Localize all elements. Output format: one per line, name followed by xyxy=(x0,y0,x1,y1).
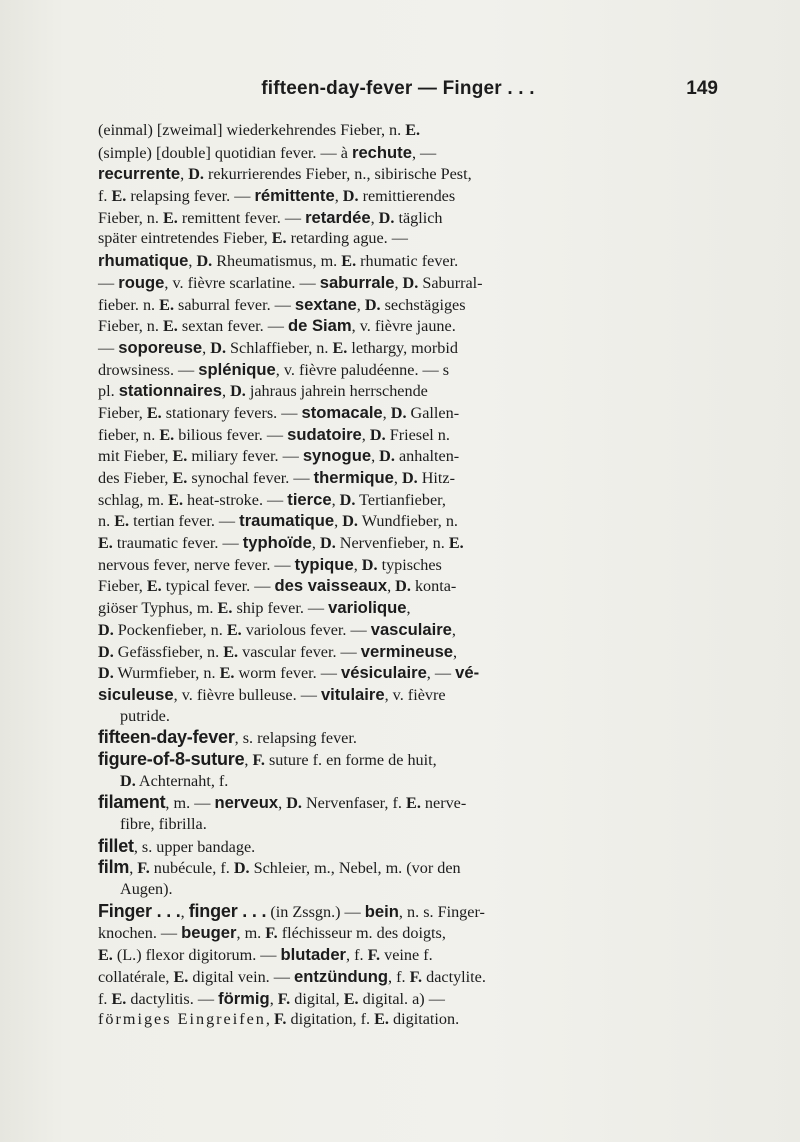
language-label: E. xyxy=(226,620,242,639)
text-line xyxy=(98,857,710,879)
line-text: , xyxy=(370,208,379,227)
sub-headword: splénique xyxy=(198,359,276,379)
entry-headword: film xyxy=(98,857,130,878)
text-line xyxy=(98,944,710,966)
text-line xyxy=(98,771,710,793)
line-text: collatérale, xyxy=(98,967,174,986)
language-label: D. xyxy=(402,273,419,292)
language-label: E. xyxy=(406,794,421,813)
line-text: nubécule, f. xyxy=(149,859,234,878)
line-text: , s. relapsing fever. xyxy=(234,729,357,748)
line-text: , f. xyxy=(388,967,410,986)
language-label: F. xyxy=(277,989,291,1008)
language-label: E. xyxy=(98,946,113,965)
line-text: Fieber, xyxy=(98,403,147,422)
text-line xyxy=(98,901,710,923)
language-label: E. xyxy=(159,425,175,444)
text-line xyxy=(98,337,710,359)
language-label: E. xyxy=(146,403,162,422)
line-text: nervous fever, nerve fever. — xyxy=(98,555,295,574)
language-label: E. xyxy=(163,317,178,336)
sub-headword: bein xyxy=(364,901,399,921)
language-label: D. xyxy=(369,425,386,444)
text-line xyxy=(98,575,710,597)
line-text: drowsiness. — xyxy=(98,360,199,379)
language-label: D. xyxy=(230,382,246,401)
line-text: typisches xyxy=(377,555,442,574)
text-line xyxy=(98,814,710,836)
text-line xyxy=(98,207,710,229)
line-text: , xyxy=(180,165,189,184)
language-label: E. xyxy=(332,338,348,357)
sub-headword: des vaisseaux xyxy=(274,576,388,596)
text-line xyxy=(98,250,710,272)
line-text: konta- xyxy=(410,577,457,596)
sub-headword: rechute xyxy=(351,142,412,162)
text-line xyxy=(98,706,710,728)
language-label: D. xyxy=(339,490,356,509)
language-label: D. xyxy=(364,295,381,314)
text-line xyxy=(98,532,710,554)
language-label: E. xyxy=(159,295,174,314)
line-text: , xyxy=(188,252,197,271)
language-label: E. xyxy=(163,208,178,227)
sub-headword: sudatoire xyxy=(287,424,362,444)
line-text: , xyxy=(221,382,231,401)
text-line xyxy=(98,684,710,706)
line-text: stationary fevers. — xyxy=(161,403,302,422)
sub-headword: vermineuse xyxy=(360,641,454,661)
line-text: Nervenfieber, n. xyxy=(335,534,449,553)
line-text: , xyxy=(406,599,411,618)
text-line xyxy=(98,380,710,402)
sub-headword: nerveux xyxy=(214,793,279,813)
line-text: , xyxy=(278,794,287,813)
language-label: D. xyxy=(98,664,114,683)
sub-headword: vasculaire xyxy=(370,619,452,639)
line-text: retarding ague. — xyxy=(286,229,408,248)
text-line xyxy=(98,510,710,532)
line-text: , xyxy=(353,555,362,574)
language-label: F. xyxy=(137,859,150,878)
line-text: Augen). xyxy=(120,880,173,899)
language-label: E. xyxy=(168,490,183,509)
line-text: später eintretendes Fieber, xyxy=(98,229,272,248)
sub-headword: traumatique xyxy=(239,511,335,531)
line-text: , v. fièvre paludéenne. — s xyxy=(275,360,450,379)
line-text: Fieber, xyxy=(98,577,147,596)
line-text: vascular fever. — xyxy=(238,642,361,661)
sub-headword: vésiculaire xyxy=(341,663,427,683)
line-text: — xyxy=(98,338,119,357)
line-text: suture f. en forme de huit, xyxy=(264,750,437,769)
language-label: D. xyxy=(401,469,418,487)
text-line xyxy=(98,662,710,684)
text-line xyxy=(98,792,710,814)
line-text: fibre, fibrilla. xyxy=(120,815,207,833)
sub-headword: typique xyxy=(294,554,354,574)
line-text: Rheumatismus, m. xyxy=(212,252,342,271)
language-label: E. xyxy=(341,252,357,271)
line-text: dactylitis. — xyxy=(126,989,219,1008)
language-label: D. xyxy=(320,534,336,553)
language-label: E. xyxy=(374,1010,389,1029)
entry-headword: figure-of-8-suture xyxy=(98,748,245,769)
sub-headword: vé- xyxy=(455,663,480,683)
line-text: , v. fièvre jaune. xyxy=(351,317,456,336)
text-line xyxy=(98,619,710,641)
language-label: E. xyxy=(271,229,287,248)
line-text: jahraus jahrein herrschende xyxy=(245,382,428,401)
line-text: täglich xyxy=(394,208,443,227)
line-text: fléchisseur m. des doigts, xyxy=(277,924,446,943)
text-line xyxy=(98,1009,710,1031)
line-text: , xyxy=(334,512,343,531)
line-text: rekurrierendes Fieber, n., sibirische Pest, xyxy=(203,165,472,184)
language-label: F. xyxy=(409,967,423,986)
line-text: bilious fever. — xyxy=(174,425,288,444)
line-text: sechstägiges xyxy=(380,295,466,314)
line-text: putride. xyxy=(120,706,170,725)
line-text: digitation. xyxy=(388,1010,460,1029)
entry-headword: Finger . . . xyxy=(98,900,181,921)
language-label: D. xyxy=(342,187,359,206)
language-label: E. xyxy=(223,642,239,661)
line-text: , xyxy=(361,425,370,444)
text-line xyxy=(98,163,710,185)
language-label: E. xyxy=(146,577,162,596)
language-label: D. xyxy=(233,859,250,878)
language-label: D. xyxy=(361,555,378,574)
text-line xyxy=(98,554,710,576)
line-text: mit Fieber, xyxy=(98,447,173,466)
line-text: , xyxy=(244,750,253,769)
running-head-title: fifteen-day-fever — Finger . . . xyxy=(261,78,535,99)
line-text: nerve- xyxy=(420,794,467,813)
text-line xyxy=(98,294,710,316)
sub-headword: variolique xyxy=(328,598,407,618)
line-text: (L.) flexor digitorum. — xyxy=(112,946,281,965)
line-text: worm fever. — xyxy=(234,664,341,683)
text-line xyxy=(98,228,710,250)
line-text: Wundfieber, n. xyxy=(357,512,458,531)
language-label: D. xyxy=(196,252,213,271)
line-text: , xyxy=(393,469,402,487)
line-text: , m. — xyxy=(165,794,215,813)
text-line xyxy=(98,424,710,446)
sub-headword: siculeuse xyxy=(98,684,174,704)
line-text: , n. s. Finger- xyxy=(398,902,485,921)
text-line xyxy=(98,489,710,511)
line-text: digital, xyxy=(290,989,344,1008)
text-line xyxy=(98,445,710,467)
line-text: miliary fever. — xyxy=(187,447,303,466)
text-line xyxy=(98,988,710,1010)
line-text: Gallen- xyxy=(406,403,460,422)
text-line xyxy=(98,142,710,164)
line-text: rhumatic fever. xyxy=(356,252,459,271)
sub-headword: blutader xyxy=(280,945,347,965)
language-label: D. xyxy=(390,403,407,422)
line-text: (in Zssgn.) — xyxy=(266,902,365,921)
entry-headword: finger . . . xyxy=(188,900,267,921)
line-text: Wurmfieber, n. xyxy=(113,664,220,683)
sub-headword: retardée xyxy=(305,207,371,227)
text-line xyxy=(98,922,710,944)
language-label: E. xyxy=(219,664,235,683)
running-header xyxy=(0,78,800,106)
line-text: , xyxy=(451,620,456,639)
language-label: D. xyxy=(378,208,395,227)
line-text: ship fever. — xyxy=(232,599,329,618)
sub-headword: typhoïde xyxy=(242,533,312,553)
sub-headword: vitulaire xyxy=(320,684,385,704)
sub-headword: synogue xyxy=(302,446,372,466)
line-text: , xyxy=(129,859,138,878)
line-text: (einmal) [zweimal] wiederkehrendes Fieber, n. xyxy=(98,121,406,139)
text-line xyxy=(98,597,710,619)
line-text: Gefässfieber, n. xyxy=(113,642,224,661)
line-text: , s. upper bandage. xyxy=(133,837,256,856)
line-text: fieber. n. xyxy=(98,295,160,314)
line-text: — xyxy=(98,273,119,292)
language-label: E. xyxy=(448,534,464,553)
line-text: , — xyxy=(426,664,456,683)
line-text: traumatic fever. — xyxy=(112,534,243,553)
line-text: , xyxy=(202,338,211,357)
language-label: E. xyxy=(217,599,233,618)
line-text: anhalten- xyxy=(394,447,460,466)
sub-headword: sextane xyxy=(294,294,357,314)
language-label: F. xyxy=(274,1010,287,1029)
line-text: , — xyxy=(411,143,437,162)
line-text: f. xyxy=(98,989,112,1008)
language-label: E. xyxy=(172,469,188,487)
text-line xyxy=(98,402,710,424)
language-label: F. xyxy=(367,946,381,965)
line-text: , xyxy=(334,187,343,206)
line-text: remittierendes xyxy=(358,187,456,206)
language-label: E. xyxy=(172,447,188,466)
line-text: heat-stroke. — xyxy=(183,490,288,509)
sub-headword: recurrente xyxy=(98,164,181,184)
line-text: , xyxy=(453,642,458,661)
line-text: , xyxy=(371,447,380,466)
line-text: , xyxy=(311,534,320,553)
line-text: Achternaht, f. xyxy=(135,771,229,790)
language-label: D. xyxy=(120,771,136,790)
language-label: E. xyxy=(111,989,127,1008)
sub-headword: rhumatique xyxy=(98,251,189,271)
line-text: Fieber, n. xyxy=(98,208,163,227)
language-label: E. xyxy=(343,989,359,1008)
line-text: Schlaffieber, n. xyxy=(226,338,333,357)
entry-headword: fifteen-day-fever xyxy=(98,727,235,748)
line-text: des Fieber, xyxy=(98,469,173,487)
line-text: synochal fever. — xyxy=(187,469,314,487)
text-line xyxy=(98,966,710,988)
line-text: digital vein. — xyxy=(188,967,295,986)
text-line xyxy=(98,272,710,294)
language-label: F. xyxy=(265,924,278,943)
line-text: sextan fever. — xyxy=(177,317,288,336)
line-text: Pockenfieber, n. xyxy=(113,620,227,639)
line-text: (simple) [double] quotidian fever. — à xyxy=(98,143,352,162)
sub-headword: de Siam xyxy=(288,316,352,336)
line-text: variolous fever. — xyxy=(241,620,371,639)
language-label: E. xyxy=(173,967,189,986)
line-text: knochen. — xyxy=(98,924,182,943)
sub-headword: soporeuse xyxy=(118,337,203,357)
page-number: 149 xyxy=(686,78,718,99)
text-line xyxy=(98,727,710,749)
language-label: D. xyxy=(188,165,204,184)
line-text: digital. a) — xyxy=(358,989,445,1008)
line-text: , v. fièvre bulleuse. — xyxy=(173,685,321,704)
text-line xyxy=(98,359,710,381)
line-text: n. xyxy=(98,512,115,531)
entry-headword: filament xyxy=(98,792,166,813)
line-text: Schleier, m., Nebel, m. (vor den xyxy=(249,859,461,878)
line-text: , xyxy=(269,989,278,1008)
line-text: , f. xyxy=(346,946,368,965)
line-text: , xyxy=(387,577,396,596)
line-text: Fieber, n. xyxy=(98,317,163,336)
text-line xyxy=(98,185,710,207)
text-line xyxy=(98,120,710,142)
language-label: F. xyxy=(252,750,265,769)
language-label: E. xyxy=(98,534,113,553)
line-text: lethargy, morbid xyxy=(347,338,458,357)
text-line xyxy=(98,641,710,663)
text-line xyxy=(98,836,710,858)
line-text: schlag, m. xyxy=(98,490,169,509)
sub-headword: rouge xyxy=(118,272,165,292)
entry-headword: fillet xyxy=(98,835,134,856)
language-label: D. xyxy=(395,577,411,596)
sub-headword: entzündung xyxy=(294,966,389,986)
line-text: remittent fever. — xyxy=(177,208,306,227)
line-text: fieber, n. xyxy=(98,425,160,444)
sub-headword: saburrale xyxy=(319,272,395,292)
line-text: , xyxy=(394,273,403,292)
language-label: D. xyxy=(342,512,358,531)
language-label: D. xyxy=(286,794,302,813)
line-text: , xyxy=(331,490,340,509)
line-text: , v. fièvre xyxy=(384,685,446,704)
language-label: D. xyxy=(98,620,114,639)
text-line xyxy=(98,879,710,901)
line-text: tertian fever. — xyxy=(129,512,240,531)
line-text: , xyxy=(356,295,365,314)
line-text: saburral fever. — xyxy=(174,295,295,314)
text-line xyxy=(98,467,710,489)
language-label: E. xyxy=(114,512,130,531)
line-text: f. xyxy=(98,187,112,206)
line-text: pl. xyxy=(98,382,119,401)
line-text: , xyxy=(382,403,391,422)
line-text: Nervenfaser, f. xyxy=(301,794,407,813)
text-line xyxy=(98,749,710,771)
line-text: giöser Typhus, m. xyxy=(98,599,218,618)
line-text: dactylite. xyxy=(422,967,486,986)
spaced-term: förmiges Eingreifen xyxy=(98,1010,266,1029)
sub-headword: stationnaires xyxy=(118,381,222,401)
line-text: digitation, f. xyxy=(286,1010,375,1029)
language-label: E. xyxy=(111,187,127,206)
line-text: veine f. xyxy=(380,946,433,965)
sub-headword: stomacale xyxy=(301,402,383,422)
language-label: D. xyxy=(98,642,114,661)
line-text: , m. xyxy=(236,924,266,943)
line-text: , v. fièvre scarlatine. — xyxy=(164,273,320,292)
text-line xyxy=(98,315,710,337)
line-text: , xyxy=(180,902,189,921)
sub-headword: beuger xyxy=(181,923,237,943)
line-text: Saburral- xyxy=(418,273,483,292)
line-text: Hitz- xyxy=(417,469,455,487)
language-label: D. xyxy=(210,338,226,357)
sub-headword: tierce xyxy=(287,489,332,509)
dictionary-text-column xyxy=(98,120,710,1031)
sub-headword: thermique xyxy=(313,468,394,487)
sub-headword: rémittente xyxy=(254,186,335,206)
language-label: E. xyxy=(405,121,421,139)
line-text: Friesel n. xyxy=(385,425,450,444)
line-text: relapsing fever. — xyxy=(126,187,255,206)
line-text: , xyxy=(265,1010,274,1029)
language-label: D. xyxy=(379,447,395,466)
sub-headword: förmig xyxy=(218,988,270,1008)
line-text: typical fever. — xyxy=(161,577,275,596)
line-text: Tertianfieber, xyxy=(355,490,446,509)
